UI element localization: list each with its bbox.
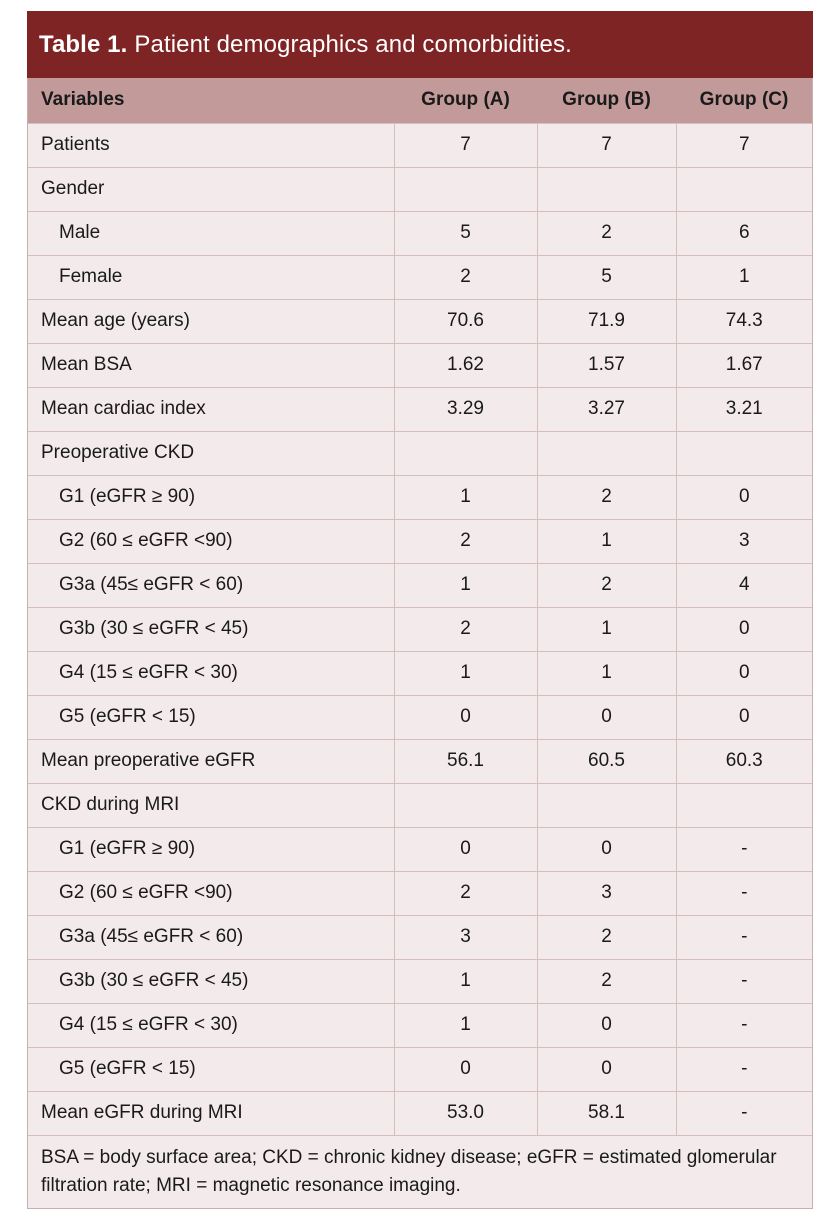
cell-group-c: 74.3 <box>676 299 812 343</box>
row-label: Preoperative CKD <box>28 431 394 475</box>
row-label: Male <box>28 211 394 255</box>
cell-group-b: 60.5 <box>537 739 676 783</box>
cell-group-a: 56.1 <box>394 739 537 783</box>
cell-group-a: 0 <box>394 1047 537 1091</box>
cell-group-a <box>394 167 537 211</box>
cell-group-b: 0 <box>537 1003 676 1047</box>
row-label: Mean age (years) <box>28 299 394 343</box>
cell-group-c <box>676 431 812 475</box>
cell-group-c: 0 <box>676 651 812 695</box>
cell-group-b <box>537 783 676 827</box>
cell-group-c: 0 <box>676 607 812 651</box>
cell-group-b: 0 <box>537 695 676 739</box>
table-header-row <box>28 78 812 123</box>
cell-group-a: 3 <box>394 915 537 959</box>
table-caption: Patient demographics and comorbidities. <box>134 30 572 58</box>
cell-group-c <box>676 167 812 211</box>
cell-group-c: 3 <box>676 519 812 563</box>
cell-group-a: 1 <box>394 1003 537 1047</box>
cell-group-b: 7 <box>537 123 676 167</box>
cell-group-a: 0 <box>394 827 537 871</box>
cell-group-c: 4 <box>676 563 812 607</box>
table-row <box>28 343 812 387</box>
table-row <box>28 1091 812 1135</box>
row-label: G5 (eGFR < 15) <box>28 1047 394 1091</box>
row-label: CKD during MRI <box>28 783 394 827</box>
table-row <box>28 519 812 563</box>
cell-group-b: 2 <box>537 959 676 1003</box>
row-label: G3a (45≤ eGFR < 60) <box>28 563 394 607</box>
row-label: G4 (15 ≤ eGFR < 30) <box>28 1003 394 1047</box>
cell-group-b: 2 <box>537 211 676 255</box>
cell-group-a: 2 <box>394 519 537 563</box>
cell-group-b: 1 <box>537 607 676 651</box>
cell-group-b: 3 <box>537 871 676 915</box>
row-label: Female <box>28 255 394 299</box>
cell-group-a: 1 <box>394 475 537 519</box>
cell-group-a: 2 <box>394 255 537 299</box>
header-variables: Variables <box>41 89 125 111</box>
cell-group-b: 71.9 <box>537 299 676 343</box>
cell-group-b: 2 <box>537 915 676 959</box>
cell-group-b: 2 <box>537 475 676 519</box>
cell-group-b: 1.57 <box>537 343 676 387</box>
demographics-table <box>28 78 812 1135</box>
header-group-c: Group (C) <box>699 89 789 111</box>
cell-group-a: 1 <box>394 959 537 1003</box>
table-row <box>28 695 812 739</box>
table-title-bar <box>27 11 813 78</box>
cell-group-a <box>394 783 537 827</box>
cell-group-a: 1 <box>394 563 537 607</box>
cell-group-c <box>676 783 812 827</box>
row-label: G1 (eGFR ≥ 90) <box>28 827 394 871</box>
row-label: Mean eGFR during MRI <box>28 1091 394 1135</box>
cell-group-a: 5 <box>394 211 537 255</box>
table-row <box>28 299 812 343</box>
cell-group-a: 1 <box>394 651 537 695</box>
table-row <box>28 123 812 167</box>
cell-group-b: 5 <box>537 255 676 299</box>
cell-group-b: 1 <box>537 651 676 695</box>
row-label: Mean cardiac index <box>28 387 394 431</box>
cell-group-b <box>537 167 676 211</box>
table-row <box>28 607 812 651</box>
table-label: Table 1. <box>39 30 128 58</box>
cell-group-c: - <box>676 1091 812 1135</box>
row-label: Mean BSA <box>28 343 394 387</box>
cell-group-b: 2 <box>537 563 676 607</box>
table-row <box>28 1047 812 1091</box>
cell-group-b: 0 <box>537 1047 676 1091</box>
cell-group-c: 3.21 <box>676 387 812 431</box>
cell-group-c: 0 <box>676 475 812 519</box>
table-row <box>28 387 812 431</box>
cell-group-b: 3.27 <box>537 387 676 431</box>
cell-group-a: 70.6 <box>394 299 537 343</box>
cell-group-c: 60.3 <box>676 739 812 783</box>
row-label: G1 (eGFR ≥ 90) <box>28 475 394 519</box>
cell-group-c: - <box>676 827 812 871</box>
row-label: G3a (45≤ eGFR < 60) <box>28 915 394 959</box>
table-row <box>28 431 812 475</box>
table-row <box>28 1003 812 1047</box>
table-row <box>28 475 812 519</box>
cell-group-a: 2 <box>394 871 537 915</box>
cell-group-b <box>537 431 676 475</box>
cell-group-c: - <box>676 959 812 1003</box>
table-row <box>28 211 812 255</box>
cell-group-a: 2 <box>394 607 537 651</box>
cell-group-c: 0 <box>676 695 812 739</box>
table-row <box>28 871 812 915</box>
cell-group-c: 6 <box>676 211 812 255</box>
table-row <box>28 959 812 1003</box>
table-row <box>28 167 812 211</box>
table-row <box>28 651 812 695</box>
table-row <box>28 915 812 959</box>
cell-group-a: 1.62 <box>394 343 537 387</box>
cell-group-c: 7 <box>676 123 812 167</box>
table-footnote: BSA = body surface area; CKD = chronic kidney disease; eGFR = estimated glomerular filtration rate; MRI = magnetic resonance imaging. <box>28 1135 812 1208</box>
demographics-table-panel <box>27 11 813 1209</box>
cell-group-c: 1.67 <box>676 343 812 387</box>
table-row <box>28 783 812 827</box>
header-group-a: Group (A) <box>421 89 510 111</box>
row-label: G3b (30 ≤ eGFR < 45) <box>28 607 394 651</box>
row-label: G2 (60 ≤ eGFR <90) <box>28 519 394 563</box>
cell-group-b: 58.1 <box>537 1091 676 1135</box>
header-group-b: Group (B) <box>562 89 651 111</box>
row-label: Mean preoperative eGFR <box>28 739 394 783</box>
cell-group-c: - <box>676 871 812 915</box>
cell-group-a: 0 <box>394 695 537 739</box>
row-label: G5 (eGFR < 15) <box>28 695 394 739</box>
cell-group-c: - <box>676 915 812 959</box>
cell-group-c: 1 <box>676 255 812 299</box>
cell-group-a <box>394 431 537 475</box>
table-body <box>28 123 812 1135</box>
cell-group-b: 1 <box>537 519 676 563</box>
table-row <box>28 827 812 871</box>
cell-group-a: 53.0 <box>394 1091 537 1135</box>
row-label: G4 (15 ≤ eGFR < 30) <box>28 651 394 695</box>
table-row <box>28 739 812 783</box>
table-row <box>28 563 812 607</box>
cell-group-a: 3.29 <box>394 387 537 431</box>
cell-group-c: - <box>676 1047 812 1091</box>
row-label: Gender <box>28 167 394 211</box>
row-label: Patients <box>28 123 394 167</box>
row-label: G3b (30 ≤ eGFR < 45) <box>28 959 394 1003</box>
cell-group-c: - <box>676 1003 812 1047</box>
table-row <box>28 255 812 299</box>
row-label: G2 (60 ≤ eGFR <90) <box>28 871 394 915</box>
cell-group-b: 0 <box>537 827 676 871</box>
cell-group-a: 7 <box>394 123 537 167</box>
